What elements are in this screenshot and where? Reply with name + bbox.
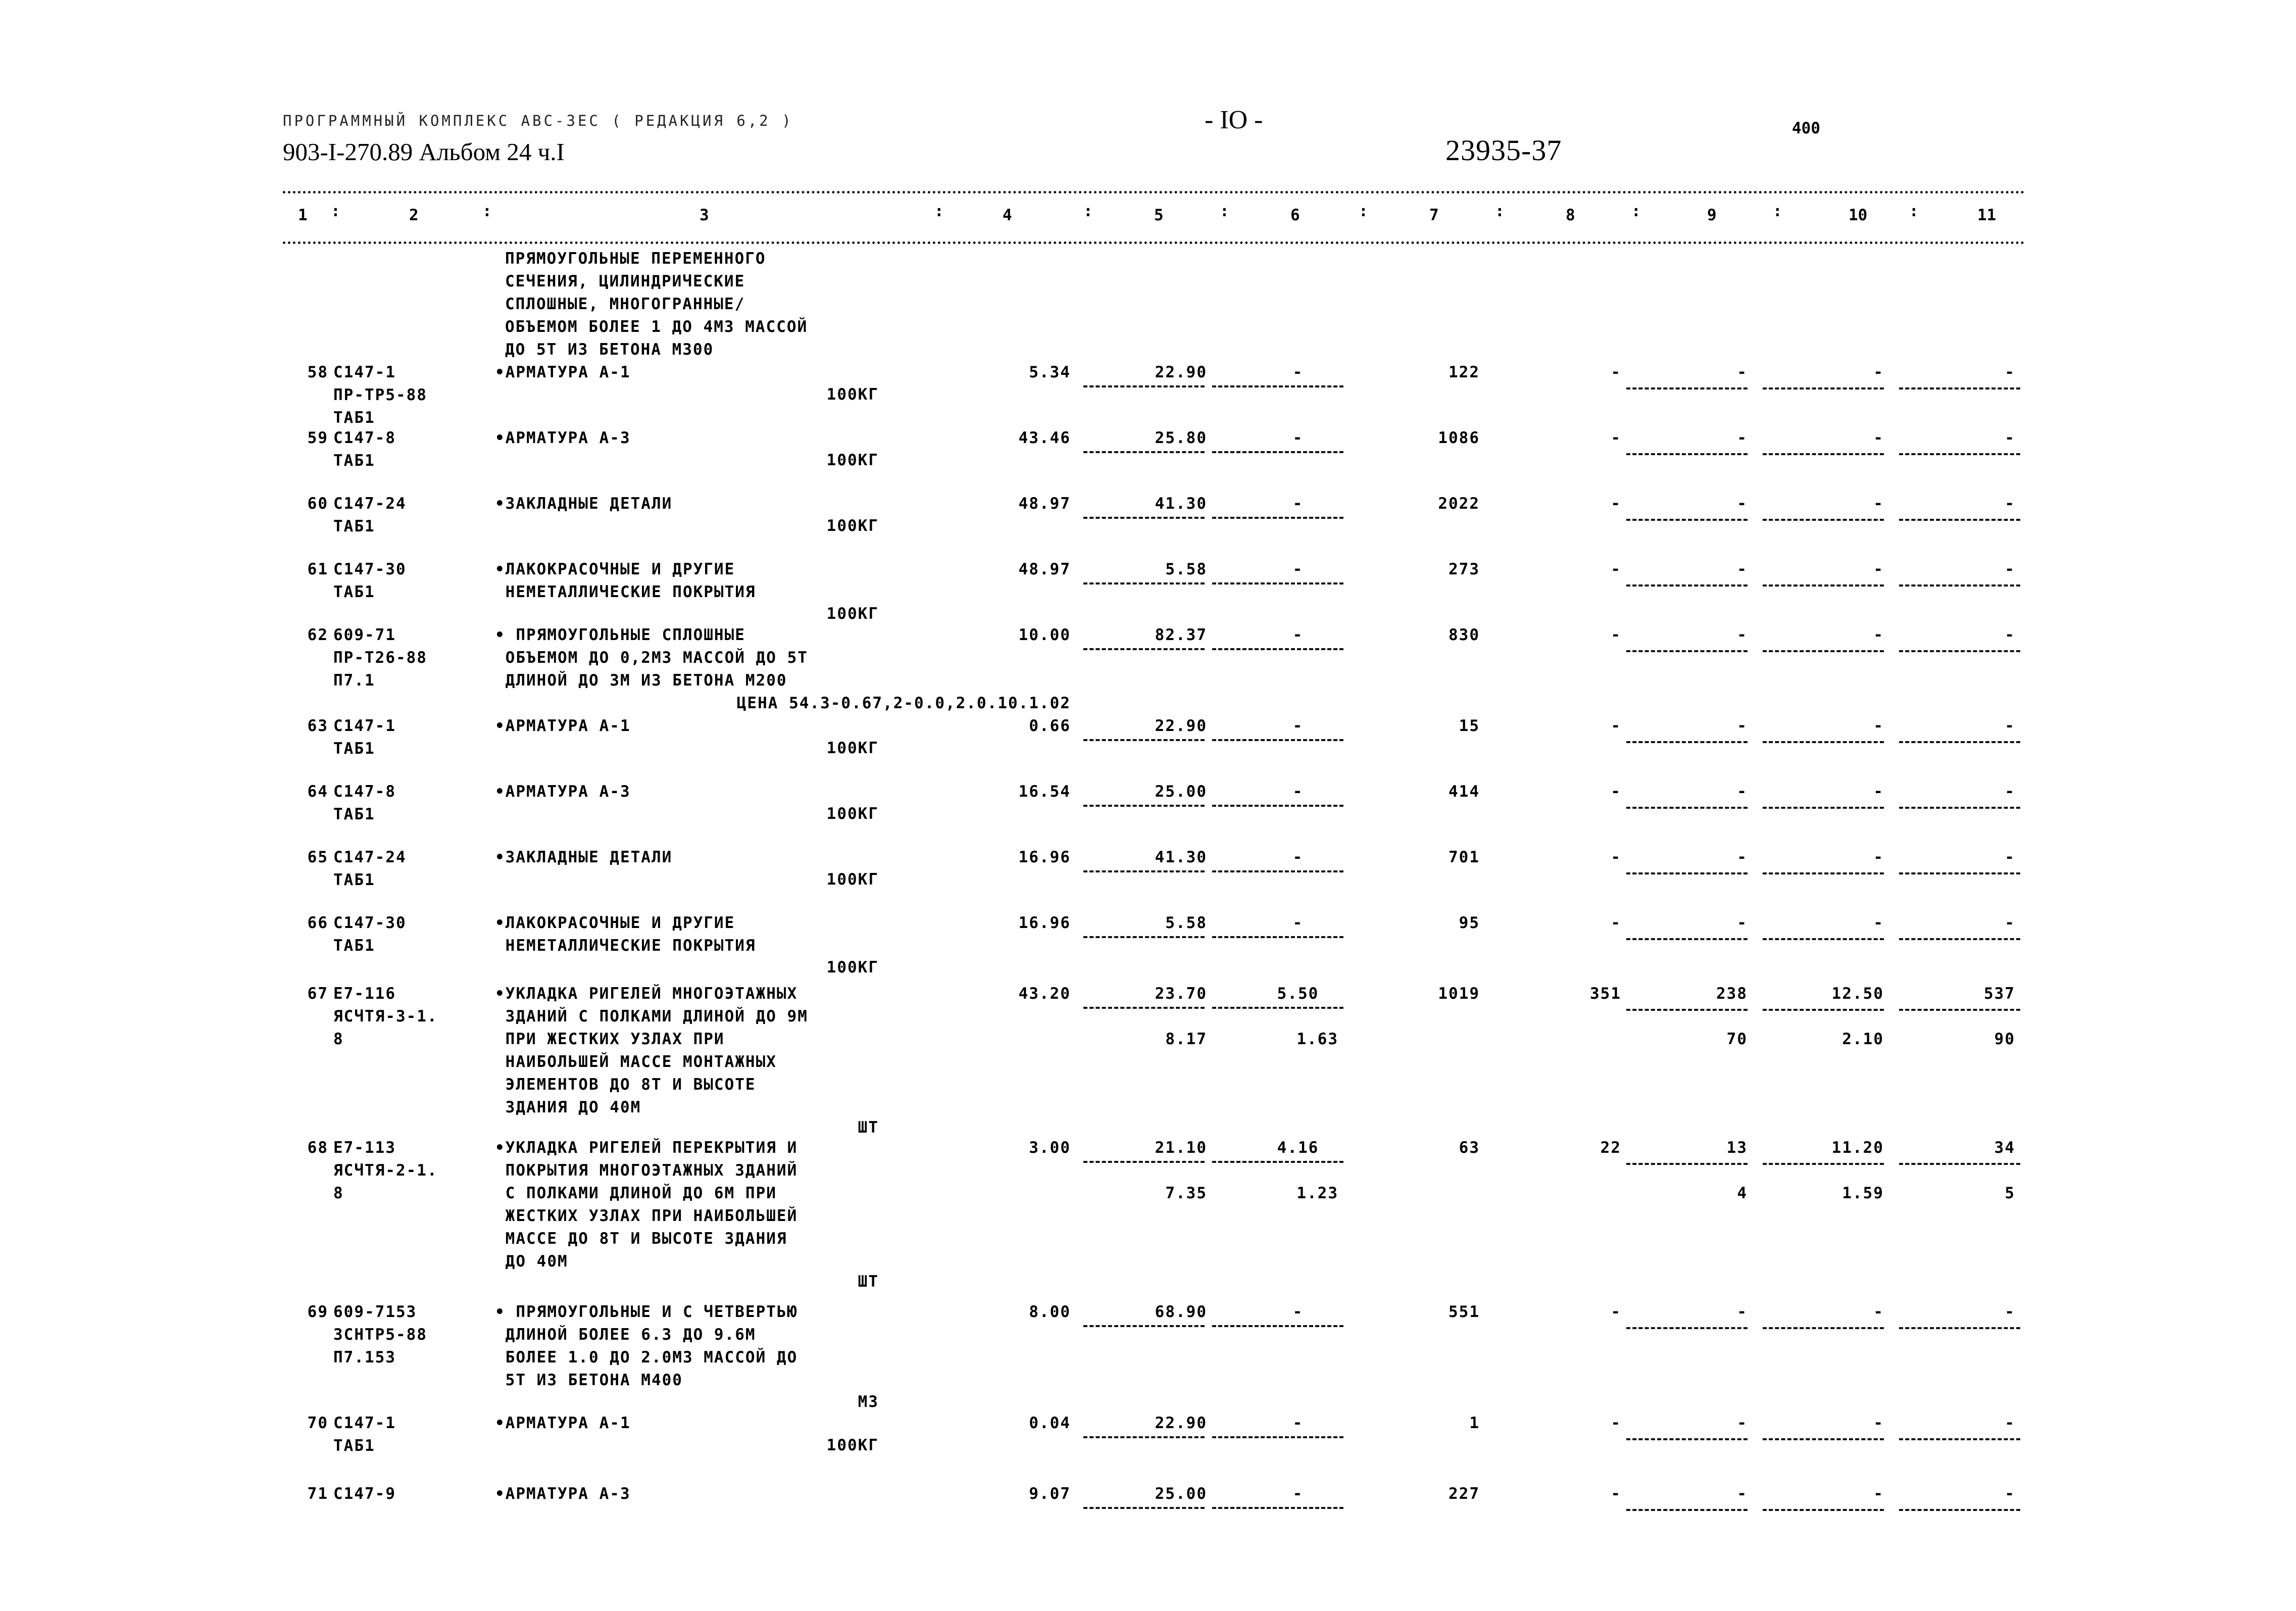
dashed-separator (1083, 1507, 1205, 1509)
unit-price: 25.80 (1155, 429, 1207, 447)
resource-code: 609-7153 ЗСНТР5-88 П7.153 (333, 1303, 427, 1366)
row-number: 58 (307, 363, 328, 381)
dashed-separator (1626, 741, 1748, 743)
dashed-separator (1763, 453, 1884, 455)
col10-value: 12.50 (1831, 985, 1884, 1003)
dashed-separator (1626, 584, 1748, 587)
quantity: 16.96 (1018, 848, 1071, 866)
dashed-separator (1899, 387, 2020, 389)
column-header-4: 4 (1003, 206, 1012, 224)
row-number: 68 (307, 1139, 328, 1157)
row-number: 59 (307, 429, 328, 447)
row-number: 60 (307, 495, 328, 513)
col6-value: - (1292, 783, 1304, 801)
col9-value: - (1737, 914, 1748, 932)
dashed-separator (1626, 519, 1748, 521)
col11-secondary: 5 (2005, 1184, 2015, 1202)
unit-price: 5.58 (1165, 560, 1207, 578)
total-cost: 1086 (1438, 429, 1480, 447)
quantity: 3.00 (1029, 1139, 1071, 1157)
col10-value: 11.20 (1831, 1139, 1884, 1157)
dashed-separator (1083, 936, 1205, 938)
dashed-separator (1212, 517, 1343, 519)
row-number: 63 (307, 717, 328, 735)
total-cost: 1 (1469, 1414, 1480, 1432)
unit-price: 22.90 (1155, 717, 1207, 735)
work-description: •АРМАТУРА А-1 (495, 717, 631, 735)
dashed-separator (1899, 938, 2020, 940)
dashed-separator (1083, 1325, 1205, 1327)
column-separator: : (1631, 202, 1641, 220)
unit: 100КГ (826, 805, 879, 823)
row-number: 62 (307, 626, 328, 644)
quantity: 10.00 (1018, 626, 1071, 644)
dashed-separator (1899, 519, 2020, 521)
row-number: 65 (307, 848, 328, 866)
resource-code: С147-8 ТАБ1 (333, 429, 396, 470)
dashed-separator (1899, 1438, 2020, 1440)
quantity: 43.20 (1018, 985, 1071, 1003)
col8-value: - (1611, 783, 1621, 801)
dashed-separator (1212, 1507, 1343, 1509)
quantity: 0.04 (1029, 1414, 1071, 1432)
col6-value: 5.50 (1277, 985, 1319, 1003)
dashed-separator (1083, 385, 1205, 387)
unit-price: 22.90 (1155, 1414, 1207, 1432)
dashed-separator (1212, 936, 1343, 938)
col9-value: - (1737, 560, 1748, 578)
col8-value: - (1611, 1485, 1621, 1503)
work-description: •АРМАТУРА А-3 (495, 429, 631, 447)
resource-code: С147-1 ТАБ1 (333, 717, 396, 758)
quantity: 8.00 (1029, 1303, 1071, 1321)
col9-value: 13 (1726, 1139, 1748, 1157)
col11-value: - (2005, 1485, 2015, 1503)
dashed-separator (1626, 387, 1748, 389)
col9-value: - (1737, 717, 1748, 735)
col9-value: - (1737, 1485, 1748, 1503)
col6-value: - (1292, 429, 1304, 447)
col8-value: - (1611, 495, 1621, 513)
sheet-number: 400 (1792, 119, 1820, 137)
col11-value: - (2005, 848, 2015, 866)
col6-value: - (1292, 1414, 1304, 1432)
dashed-separator (1626, 1163, 1748, 1165)
col8-value: - (1611, 429, 1621, 447)
total-cost: 273 (1449, 560, 1480, 578)
dashed-separator (1763, 1163, 1884, 1165)
dashed-separator (1083, 517, 1205, 519)
unit-price: 41.30 (1155, 848, 1207, 866)
dashed-separator (1763, 1438, 1884, 1440)
dashed-separator (1899, 1163, 2020, 1165)
dashed-separator (1083, 451, 1205, 453)
column-header-8: 8 (1566, 206, 1575, 224)
column-separator: : (1495, 202, 1505, 220)
dashed-separator (1212, 1161, 1343, 1163)
col10-value: - (1873, 1485, 1884, 1503)
dashed-separator (1212, 1436, 1343, 1438)
dashed-separator (1899, 650, 2020, 652)
unit: 100КГ (826, 870, 879, 889)
resource-code: С147-9 (333, 1485, 396, 1503)
col6-value: - (1292, 848, 1304, 866)
unit-price-secondary: 8.17 (1165, 1030, 1207, 1048)
quantity: 43.46 (1018, 429, 1071, 447)
dashed-separator (1083, 870, 1205, 872)
total-cost: 15 (1459, 717, 1480, 735)
unit: 100КГ (826, 1436, 879, 1454)
dashed-separator (1083, 1161, 1205, 1163)
col6-value: - (1292, 717, 1304, 735)
dashed-separator (1899, 741, 2020, 743)
dashed-separator (1763, 584, 1884, 587)
unit-price: 23.70 (1155, 985, 1207, 1003)
dashed-separator (1083, 1436, 1205, 1438)
column-header-7: 7 (1429, 206, 1439, 224)
col6-value: - (1292, 363, 1304, 381)
col10-value: - (1873, 914, 1884, 932)
col9-value: - (1737, 626, 1748, 644)
col6-secondary: 1.63 (1296, 1030, 1338, 1048)
work-description: • ПРЯМОУГОЛЬНЫЕ И С ЧЕТВЕРТЬЮ ДЛИНОЙ БОЛЕЕ 6.3 ДО 9.6М БОЛЕЕ 1.0 ДО 2.0М3 МАССОЙ ДО 5Т ИЗ БЕТОНА М400 (495, 1303, 798, 1389)
work-description: •АРМАТУРА А-1 (495, 1414, 631, 1432)
total-cost: 95 (1459, 914, 1480, 932)
dashed-separator (1626, 650, 1748, 652)
column-separator: : (482, 202, 492, 220)
dashed-separator (1899, 1009, 2020, 1011)
col9-secondary: 4 (1737, 1184, 1748, 1202)
total-cost: 2022 (1438, 495, 1480, 513)
dashed-separator (1899, 1509, 2020, 1511)
dashed-separator (1899, 1327, 2020, 1329)
col9-value: - (1737, 783, 1748, 801)
row-number: 64 (307, 783, 328, 801)
work-description: • ПРЯМОУГОЛЬНЫЕ СПЛОШНЫЕ ОБЪЕМОМ ДО 0,2М3 МАССОЙ ДО 5Т ДЛИНОЙ ДО 3М ИЗ БЕТОНА М200 (495, 626, 808, 690)
unit: М3 (858, 1393, 879, 1411)
total-cost: 701 (1449, 848, 1480, 866)
document-number: 23935-37 (1445, 134, 1562, 167)
col8-value: - (1611, 1414, 1621, 1432)
col10-value: - (1873, 495, 1884, 513)
column-header-6: 6 (1290, 206, 1300, 224)
unit: 100КГ (826, 451, 879, 469)
work-description: •ЗАКЛАДНЫЕ ДЕТАЛИ (495, 848, 673, 866)
col8-value: - (1611, 626, 1621, 644)
work-description: •УКЛАДКА РИГЕЛЕЙ МНОГОЭТАЖНЫХ ЗДАНИЙ С ПОЛКАМИ ДЛИНОЙ ДО 9М ПРИ ЖЕСТКИХ УЗЛАХ ПРИ НАИБОЛЬШЕЙ МАССЕ МОНТАЖНЫХ ЭЛЕМЕНТОВ ДО 8Т И ВЫСОТЕ ЗДАНИЯ ДО 40М (495, 985, 808, 1116)
col11-value: - (2005, 560, 2015, 578)
col6-value: - (1292, 495, 1304, 513)
dashed-separator (1763, 650, 1884, 652)
quantity: 16.96 (1018, 914, 1071, 932)
col10-value: - (1873, 783, 1884, 801)
col9-value: 238 (1716, 985, 1748, 1003)
dashed-separator (1083, 739, 1205, 741)
dashed-separator (1212, 1007, 1343, 1009)
col9-secondary: 70 (1726, 1030, 1748, 1048)
total-cost: 1019 (1438, 985, 1480, 1003)
dashed-separator (1212, 1325, 1343, 1327)
row-number: 70 (307, 1414, 328, 1432)
column-separator: : (1773, 202, 1782, 220)
col10-value: - (1873, 717, 1884, 735)
dashed-separator (1763, 741, 1884, 743)
column-separator: : (1909, 202, 1919, 220)
resource-code: 609-71 ПР-Т26-88 П7.1 (333, 626, 427, 690)
unit-price: 21.10 (1155, 1139, 1207, 1157)
resource-code: С147-30 ТАБ1 (333, 560, 407, 601)
total-cost: 122 (1449, 363, 1480, 381)
resource-code: С147-24 ТАБ1 (333, 495, 407, 535)
dashed-separator (1212, 739, 1343, 741)
unit-price: 41.30 (1155, 495, 1207, 513)
col6-value: 4.16 (1277, 1139, 1319, 1157)
unit: 100КГ (826, 517, 879, 535)
unit-price: 25.00 (1155, 1485, 1207, 1503)
unit-price: 25.00 (1155, 783, 1207, 801)
dashed-separator (1212, 582, 1343, 584)
col10-secondary: 1.59 (1842, 1184, 1884, 1202)
col6-value: - (1292, 626, 1304, 644)
col10-value: - (1873, 429, 1884, 447)
col10-value: - (1873, 626, 1884, 644)
dashed-separator (1083, 582, 1205, 584)
column-header-1: 1 (298, 206, 308, 224)
column-separator: : (1220, 202, 1229, 220)
dashed-separator (1212, 805, 1343, 807)
col11-value: 34 (1994, 1139, 2015, 1157)
dashed-separator (1626, 807, 1748, 809)
dashed-separator (1763, 1509, 1884, 1511)
quantity: 48.97 (1018, 560, 1071, 578)
col6-secondary: 1.23 (1296, 1184, 1338, 1202)
dashed-separator (1899, 807, 2020, 809)
quantity: 16.54 (1018, 783, 1071, 801)
column-separator: : (1083, 202, 1093, 220)
dashed-separator (1763, 387, 1884, 389)
column-header-5: 5 (1154, 206, 1164, 224)
work-description: •УКЛАДКА РИГЕЛЕЙ ПЕРЕКРЫТИЯ И ПОКРЫТИЯ МНОГОЭТАЖНЫХ ЗДАНИЙ С ПОЛКАМИ ДЛИНОЙ ДО 6М ПРИ ЖЕСТКИХ УЗЛАХ ПРИ НАИБОЛЬШЕЙ МАССЕ ДО 8Т И ВЫСОТЕ ЗДАНИЯ ДО 40М (495, 1139, 798, 1271)
dashed-separator (1626, 1509, 1748, 1511)
dashed-separator (1899, 872, 2020, 874)
unit: ШТ (858, 1273, 879, 1291)
dashed-separator (1212, 385, 1343, 387)
header-rule-top (283, 191, 2025, 193)
unit-price: 82.37 (1155, 626, 1207, 644)
col6-value: - (1292, 914, 1304, 932)
col11-value: - (2005, 914, 2015, 932)
col9-value: - (1737, 495, 1748, 513)
col10-value: - (1873, 1303, 1884, 1321)
col11-value: - (2005, 783, 2015, 801)
unit: 100КГ (826, 739, 879, 757)
col11-secondary: 90 (1994, 1030, 2015, 1048)
column-header-11: 11 (1977, 206, 1996, 224)
quantity: 0.66 (1029, 717, 1071, 735)
total-cost: 227 (1449, 1485, 1480, 1503)
dashed-separator (1626, 872, 1748, 874)
program-title: ПРОГРАММНЫЙ КОМПЛЕКС АВС-ЗЕС ( РЕДАКЦИЯ 6,2 ) (283, 112, 793, 129)
dashed-separator (1763, 807, 1884, 809)
col8-value: 351 (1590, 985, 1621, 1003)
dashed-separator (1626, 453, 1748, 455)
dashed-separator (1083, 1007, 1205, 1009)
col11-value: - (2005, 626, 2015, 644)
total-cost: 63 (1459, 1139, 1480, 1157)
unit: ШТ (858, 1118, 879, 1137)
col8-value: - (1611, 363, 1621, 381)
unit: 100КГ (826, 958, 879, 977)
dashed-separator (1083, 648, 1205, 650)
col8-value: 22 (1600, 1139, 1621, 1157)
unit-price-secondary: 7.35 (1165, 1184, 1207, 1202)
col6-value: - (1292, 560, 1304, 578)
col11-value: - (2005, 363, 2015, 381)
dashed-separator (1763, 1009, 1884, 1011)
resource-code: С147-8 ТАБ1 (333, 783, 396, 823)
resource-code: С147-24 ТАБ1 (333, 848, 407, 889)
dashed-separator (1763, 938, 1884, 940)
col9-value: - (1737, 1414, 1748, 1432)
dashed-separator (1212, 870, 1343, 872)
column-separator: : (1359, 202, 1368, 220)
header-rule-bottom (283, 241, 2025, 244)
dashed-separator (1899, 584, 2020, 587)
col9-value: - (1737, 1303, 1748, 1321)
work-description: •ЗАКЛАДНЫЕ ДЕТАЛИ (495, 495, 673, 513)
col10-value: - (1873, 363, 1884, 381)
row-number: 61 (307, 560, 328, 578)
col11-value: - (2005, 429, 2015, 447)
work-description: •ЛАКОКРАСОЧНЫЕ И ДРУГИЕ НЕМЕТАЛЛИЧЕСКИЕ ПОКРЫТИЯ (495, 914, 756, 955)
row-number: 71 (307, 1485, 328, 1503)
work-description: •ЛАКОКРАСОЧНЫЕ И ДРУГИЕ НЕМЕТАЛЛИЧЕСКИЕ ПОКРЫТИЯ (495, 560, 756, 601)
dashed-separator (1212, 451, 1343, 453)
intro-text: ПРЯМОУГОЛЬНЫЕ ПЕРЕМЕННОГО СЕЧЕНИЯ, ЦИЛИНДРИЧЕСКИЕ СПЛОШНЫЕ, МНОГОГРАННЫЕ/ ОБЪЕМОМ БОЛЕЕ 1 ДО 4М3 МАССОЙ ДО 5Т ИЗ БЕТОНА М300 (505, 250, 808, 359)
column-separator: : (934, 202, 944, 220)
resource-code: Е7-113 ЯСЧТЯ-2-1. 8 (333, 1139, 438, 1202)
unit: ЦЕНА 54.3-0.67,2-0.0,2.0.10.1.02 (736, 694, 1071, 712)
col10-value: - (1873, 1414, 1884, 1432)
total-cost: 551 (1449, 1303, 1480, 1321)
total-cost: 830 (1449, 626, 1480, 644)
unit: 100КГ (826, 605, 879, 623)
quantity: 9.07 (1029, 1485, 1071, 1503)
work-description: •АРМАТУРА А-1 (495, 363, 631, 381)
col9-value: - (1737, 363, 1748, 381)
dashed-separator (1626, 1009, 1748, 1011)
dashed-separator (1626, 938, 1748, 940)
col6-value: - (1292, 1485, 1304, 1503)
dashed-separator (1212, 648, 1343, 650)
dashed-separator (1763, 519, 1884, 521)
col10-value: - (1873, 848, 1884, 866)
col8-value: - (1611, 560, 1621, 578)
col10-secondary: 2.10 (1842, 1030, 1884, 1048)
col8-value: - (1611, 914, 1621, 932)
dashed-separator (1083, 805, 1205, 807)
resource-code: С147-1 ПР-ТР5-88 ТАБ1 (333, 363, 427, 427)
col11-value: - (2005, 1303, 2015, 1321)
col9-value: - (1737, 429, 1748, 447)
quantity: 5.34 (1029, 363, 1071, 381)
resource-code: Е7-116 ЯСЧТЯ-3-1. 8 (333, 985, 438, 1048)
col10-value: - (1873, 560, 1884, 578)
column-header-10: 10 (1849, 206, 1868, 224)
unit-price: 22.90 (1155, 363, 1207, 381)
work-description: •АРМАТУРА А-3 (495, 783, 631, 801)
unit-price: 5.58 (1165, 914, 1207, 932)
col9-value: - (1737, 848, 1748, 866)
page-number: - IO - (1205, 106, 1263, 134)
unit: 100КГ (826, 385, 879, 404)
column-separator: : (331, 202, 340, 220)
resource-code: С147-30 ТАБ1 (333, 914, 407, 955)
col11-value: - (2005, 495, 2015, 513)
dashed-separator (1626, 1438, 1748, 1440)
col8-value: - (1611, 717, 1621, 735)
total-cost: 414 (1449, 783, 1480, 801)
col11-value: - (2005, 1414, 2015, 1432)
work-description: •АРМАТУРА А-3 (495, 1485, 631, 1503)
col11-value: 537 (1984, 985, 2015, 1003)
resource-code: С147-1 ТАБ1 (333, 1414, 396, 1455)
dashed-separator (1626, 1327, 1748, 1329)
row-number: 66 (307, 914, 328, 932)
unit-price: 68.90 (1155, 1303, 1207, 1321)
album-title: 903-I-270.89 Альбом 24 ч.I (283, 138, 565, 166)
dashed-separator (1763, 872, 1884, 874)
column-header-3: 3 (700, 206, 709, 224)
quantity: 48.97 (1018, 495, 1071, 513)
col8-value: - (1611, 848, 1621, 866)
row-number: 67 (307, 985, 328, 1003)
row-number: 69 (307, 1303, 328, 1321)
dashed-separator (1763, 1327, 1884, 1329)
col6-value: - (1292, 1303, 1304, 1321)
col8-value: - (1611, 1303, 1621, 1321)
dashed-separator (1899, 453, 2020, 455)
col11-value: - (2005, 717, 2015, 735)
column-header-9: 9 (1707, 206, 1717, 224)
column-header-2: 2 (409, 206, 419, 224)
